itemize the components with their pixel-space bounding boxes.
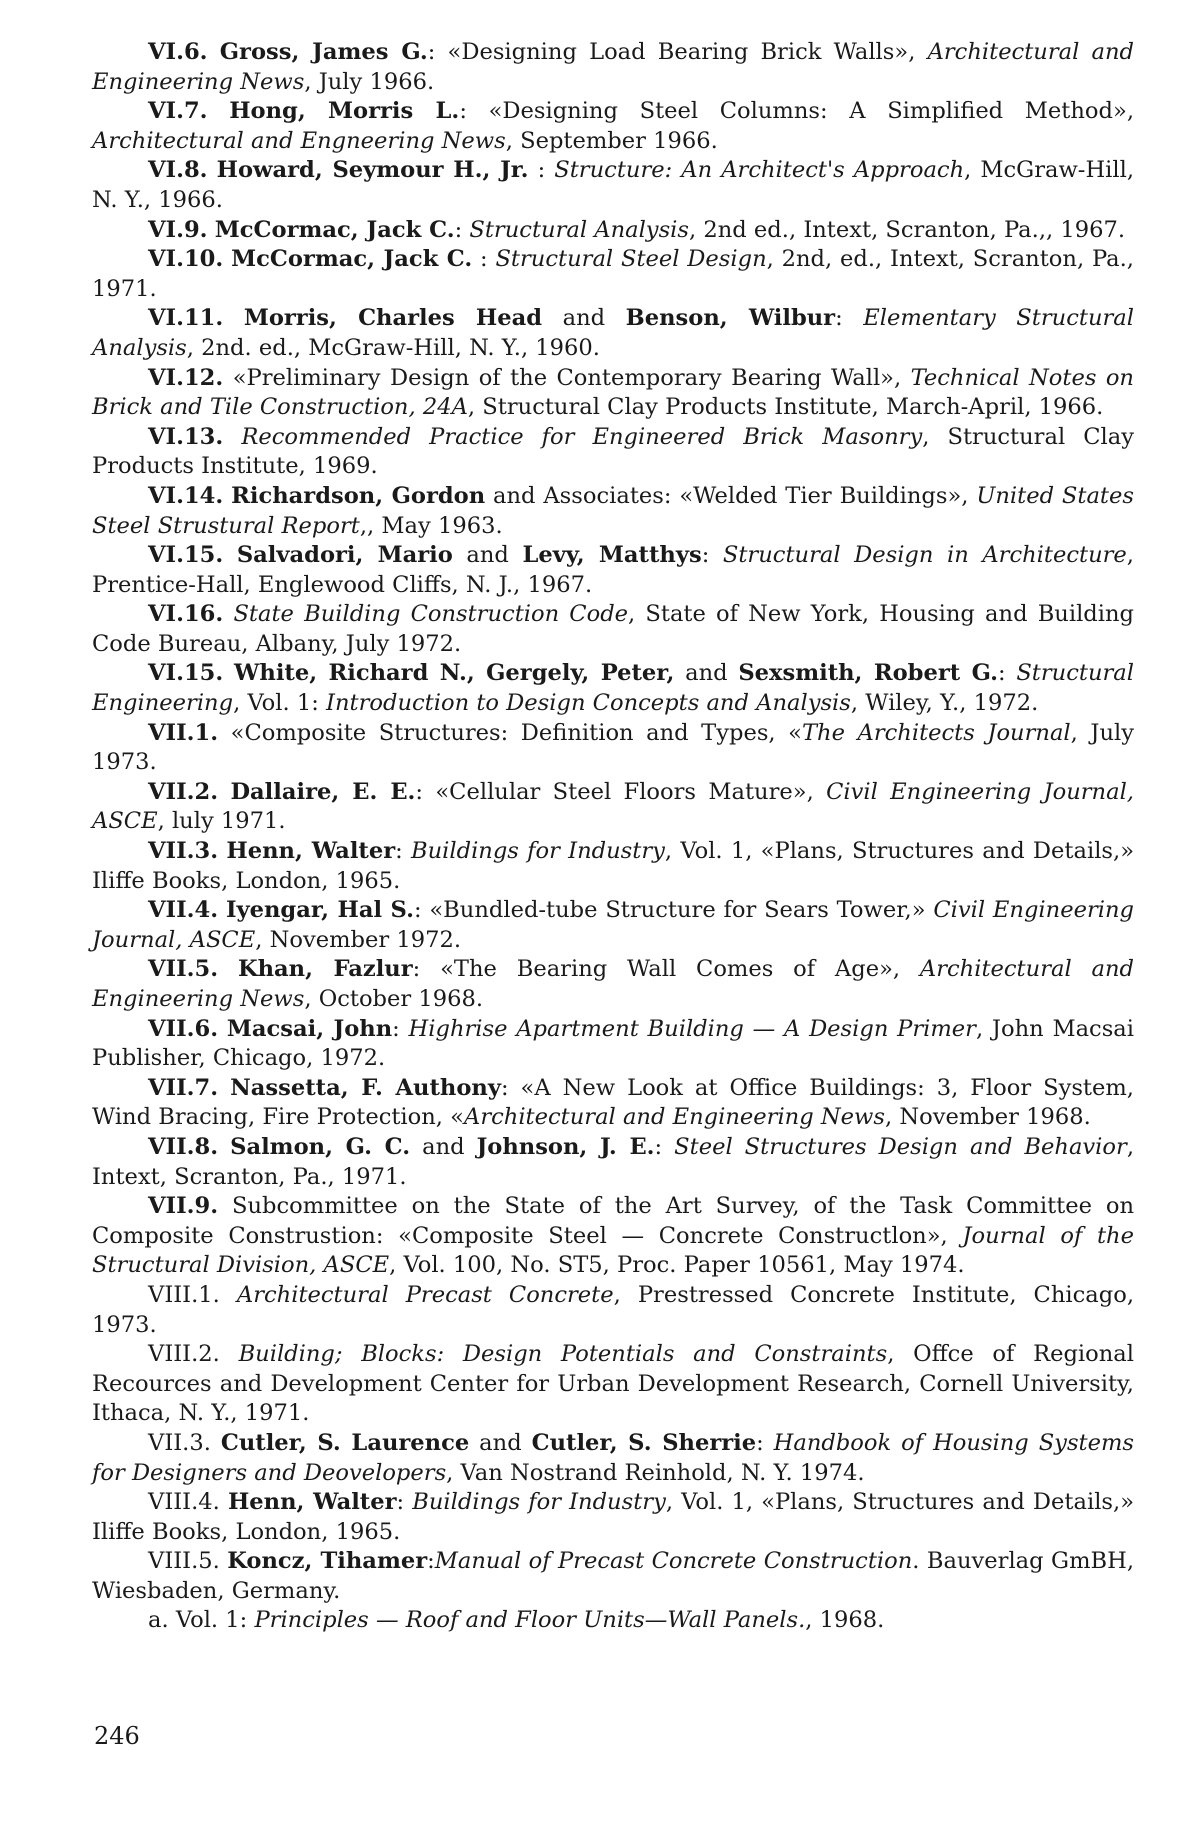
reference-text: , November 1968. xyxy=(884,1104,1091,1131)
reference-text: , Vol. 1, «Plans, Structures and Details,» Iliffe Books, London, 1965. xyxy=(92,838,1135,894)
reference-text: , State of New York, Housing and Building Code Bureau, Albany, July 1972. xyxy=(92,601,1135,657)
reference-entry xyxy=(92,1488,1134,1547)
reference-entry xyxy=(92,1015,1134,1074)
reference-number: VI.10. xyxy=(148,246,224,273)
reference-text: and xyxy=(452,542,523,569)
reference-entry xyxy=(92,97,1134,156)
reference-number: VII.8. xyxy=(148,1133,219,1160)
reference-entry xyxy=(92,216,1134,246)
reference-text: , July 1966. xyxy=(304,68,435,95)
publication-title: Manual of Precast Concrete Construction xyxy=(434,1548,913,1575)
reference-entry xyxy=(92,245,1134,304)
reference-entry xyxy=(92,541,1134,600)
reference-text: : xyxy=(392,1015,409,1042)
reference-text: , Wiley, Y., 1972. xyxy=(850,690,1039,717)
publication-title: United States Steel Strustural Report xyxy=(92,482,1134,539)
publication-title: Architectural and Engneering News xyxy=(92,127,506,154)
reference-text: , Vol. 100, No. ST5, Proc. Paper 10561, May 1974. xyxy=(389,1252,965,1279)
reference-number: VI.9. xyxy=(148,216,208,243)
page-number: 246 xyxy=(94,1722,140,1750)
reference-text: , Van Nostrand Reinhold, N. Y. 1974. xyxy=(446,1459,865,1486)
reference-entry xyxy=(92,719,1134,778)
publication-title: State Building Construction Code xyxy=(233,601,629,628)
reference-text: «Preliminary Design of the Contemporary Bearing Wall», xyxy=(232,364,911,391)
author-name: Salmon, G. C. xyxy=(230,1133,411,1160)
author-name: Nassetta, F. Authony xyxy=(230,1074,501,1101)
reference-entry xyxy=(92,1606,1134,1636)
author-name: Khan, Fazlur xyxy=(237,956,413,983)
author-name: Johnson, J. E. xyxy=(476,1133,655,1160)
reference-text: : xyxy=(395,838,411,865)
reference-number: VII.9. xyxy=(148,1193,219,1220)
reference-text: : xyxy=(396,1489,413,1516)
author-name: Morris, Charles Head xyxy=(243,305,543,332)
reference-text: . Bauverlag GmBH, Wiesbaden, Germany. xyxy=(92,1548,1135,1604)
reference-text: , September 1966. xyxy=(505,127,718,154)
reference-entry xyxy=(92,778,1134,837)
reference-number: VI.7. xyxy=(148,98,208,125)
reference-entry xyxy=(92,896,1134,955)
reference-entry xyxy=(92,38,1134,97)
publication-title: Structural Design in Architecture xyxy=(722,542,1127,569)
reference-text: , November 1972. xyxy=(255,926,461,953)
reference-entry xyxy=(92,1074,1134,1133)
author-name: Henn, Walter xyxy=(226,838,396,865)
reference-text: and xyxy=(674,660,739,687)
reference-number: VIII.1. xyxy=(148,1281,220,1308)
reference-number: VI.15. xyxy=(148,542,224,569)
reference-text: , 1968. xyxy=(805,1607,885,1634)
reference-text: , Structural Clay Products Institute, March-April, 1966. xyxy=(467,394,1104,421)
publication-title: Structural Analysis xyxy=(469,216,689,243)
reference-text: : «The Bearing Wall Comes of Age», xyxy=(412,956,920,983)
reference-entry xyxy=(92,1547,1134,1606)
reference-text: , October 1968. xyxy=(304,986,484,1012)
reference-entry xyxy=(92,837,1134,896)
reference-entry xyxy=(92,1429,1134,1488)
author-name: Howard, Seymour H., Jr. xyxy=(216,157,529,184)
author-name: Dallaire, E. E. xyxy=(230,778,416,805)
reference-entry xyxy=(92,423,1134,482)
publication-title: Handbook of Housing Systems for Designers and Deovelopers xyxy=(92,1429,1135,1486)
reference-number: VII.5. xyxy=(148,956,219,983)
reference-text: , luly 1971. xyxy=(157,808,286,835)
author-name: Gross, James G. xyxy=(219,39,428,65)
publication-title: Elementary Structural Analysis xyxy=(92,305,1134,361)
publication-title: Journal of the Structural Division, ASCE xyxy=(92,1222,1134,1279)
author-name: Cutler, S. Laurence xyxy=(220,1429,470,1456)
reference-number: VI.15. xyxy=(148,660,224,687)
reference-text: , McGraw-Hill, N. Y., 1966. xyxy=(92,157,1135,213)
reference-text: , Offce of Regional Recources and Development Center for Urban Development Research, Cornell University, Ithaca, N. Y., 1971. xyxy=(92,1341,1135,1427)
reference-number: VIII.2. xyxy=(148,1341,220,1368)
reference-number: VI.6. xyxy=(148,39,208,65)
reference-number: a. xyxy=(148,1607,169,1634)
reference-entry xyxy=(92,600,1134,659)
author-name: Richardson, Gordon xyxy=(231,482,486,509)
reference-text: , Prentice-Hall, Englewood Cliffs, N. J., 1967. xyxy=(92,542,1134,598)
reference-number: VI.11. xyxy=(148,305,224,332)
reference-text: , 2nd ed., Intext, Scranton, Pa.,, 1967. xyxy=(689,216,1126,243)
publication-title: Highrise Apartment Building — A Design Primer xyxy=(408,1015,976,1042)
reference-text: : xyxy=(528,157,555,184)
publication-title: Steel Structures Design and Behavior xyxy=(674,1133,1127,1160)
reference-text: : xyxy=(427,1548,435,1575)
publication-title: Recommended Practice for Engineered Brick Masonry xyxy=(241,423,923,450)
author-name: Benson, Wilbur xyxy=(625,305,836,332)
reference-text: : «Cellular Steel Floors Mature», xyxy=(415,778,827,805)
publication-title: Introduction to Design Concepts and Analysis xyxy=(326,690,851,717)
reference-number: VII.6. xyxy=(148,1015,219,1042)
publication-title: Building; Blocks: Design Potentials and Constraints xyxy=(238,1341,888,1368)
author-name: McCormac, Jack C. xyxy=(231,246,473,273)
author-name: Hong, Morris L. xyxy=(229,98,460,125)
reference-entry xyxy=(92,1281,1134,1340)
reference-text: and xyxy=(542,305,626,332)
reference-text: : xyxy=(756,1429,774,1456)
reference-text: Vol. 1: xyxy=(175,1607,255,1634)
publication-title: Buildings for Industry xyxy=(411,838,665,865)
author-name: Iyengar, Hal S. xyxy=(225,897,414,924)
reference-entry xyxy=(92,1192,1134,1281)
reference-number: VII.2. xyxy=(148,778,219,805)
publication-title: Buildings for Industry xyxy=(412,1489,666,1516)
reference-text: : «Designing Load Bearing Brick Walls», xyxy=(427,39,928,65)
reference-entry xyxy=(92,1340,1134,1429)
reference-text: : «A New Look at Office Buildings: 3, Floor System, Wind Bracing, Fire Protection, « xyxy=(92,1074,1134,1131)
reference-entry xyxy=(92,1133,1134,1192)
reference-text: , Structural Clay Products Institute, 1969. xyxy=(92,423,1134,480)
reference-number: VII.7. xyxy=(148,1074,219,1101)
publication-title: Technical Notes on Brick and Tile Construction, 24A xyxy=(92,364,1134,421)
author-name: Henn, Walter xyxy=(227,1489,397,1516)
reference-entry xyxy=(92,156,1134,215)
reference-entry xyxy=(92,364,1134,423)
reference-entry xyxy=(92,955,1134,1014)
author-name: Salvadori, Mario xyxy=(236,542,453,569)
reference-number: VI.16. xyxy=(148,601,224,628)
reference-entry xyxy=(92,304,1134,363)
publication-title: Structural Engineering xyxy=(92,660,1135,717)
reference-text: : xyxy=(701,542,723,569)
reference-text: ,, May 1963. xyxy=(359,512,503,539)
reference-number: VII.1. xyxy=(148,719,219,746)
author-name: Sexsmith, Robert G. xyxy=(738,660,998,687)
reference-text: , John Macsai Publisher, Chicago, 1972. xyxy=(92,1015,1135,1072)
reference-number: VII.3. xyxy=(148,838,219,865)
author-name: Macsai, John xyxy=(226,1015,393,1042)
reference-text: and Associates: «Welded Tier Buildings», xyxy=(485,482,977,509)
publication-title: Civil Engineering Journal, ASCE xyxy=(92,778,1134,835)
reference-text: «Composite Structures: Definition and Types, « xyxy=(230,719,802,746)
reference-text: and xyxy=(469,1429,532,1456)
publication-title: Architectural Precast Concrete xyxy=(236,1281,614,1308)
publication-title: Architectural and Engineering News xyxy=(92,956,1134,1012)
reference-number: VII.3. xyxy=(148,1429,211,1456)
author-name: Levy, Matthys xyxy=(522,542,702,569)
publication-title: Principles — Roof and Floor Units—Wall Panels. xyxy=(254,1607,806,1634)
reference-text: and xyxy=(410,1133,477,1160)
reference-text: : xyxy=(454,216,470,243)
reference-text: , Vol. 1: xyxy=(233,690,327,717)
publication-title: Architectural and Engineering News xyxy=(464,1104,885,1131)
reference-text: : xyxy=(654,1133,675,1160)
publication-title: Structural Steel Design xyxy=(495,246,767,273)
reference-text: : xyxy=(997,660,1017,687)
reference-entry xyxy=(92,659,1134,718)
reference-number: VI.12. xyxy=(148,364,224,391)
reference-number: VIII.4. xyxy=(148,1489,220,1516)
publication-title: Architectural and Engineering News xyxy=(92,39,1135,95)
reference-text: , 2nd, ed., Intext, Scranton, Pa., 1971. xyxy=(92,246,1134,302)
reference-text: , Vol. 1, «Plans, Structures and Details,» Iliffe Books, London, 1965. xyxy=(92,1489,1135,1545)
reference-number: VI.8. xyxy=(148,157,208,184)
author-name: Cutler, S. Sherrie xyxy=(531,1429,757,1456)
reference-text: , 2nd. ed., McGraw-Hill, N. Y., 1960. xyxy=(186,334,600,361)
reference-entry xyxy=(92,482,1134,541)
reference-number: VIII.5. xyxy=(148,1548,220,1575)
reference-text: : xyxy=(835,305,864,332)
author-name: Koncz, Tihamer xyxy=(227,1548,428,1575)
reference-text: , Intext, Scranton, Pa., 1971. xyxy=(92,1133,1134,1190)
reference-number: VI.14. xyxy=(148,482,224,509)
publication-title: Structure: An Architect's Approach xyxy=(554,157,965,184)
reference-text: : «Bundled-tube Structure for Sears Tower,» xyxy=(413,897,934,924)
author-name: McCormac, Jack C. xyxy=(214,216,455,243)
author-name: White, Richard N., Gergely, Peter, xyxy=(234,660,675,687)
reference-text: : xyxy=(472,246,496,273)
reference-number: VII.4. xyxy=(148,897,219,924)
publication-title: Civil Engineering Journal, ASCE xyxy=(92,897,1134,953)
reference-text: , Prestressed Concrete Institute, Chicago, 1973. xyxy=(92,1281,1134,1338)
reference-text: Subcommittee on the State of the Art Survey, of the Task Committee on Composite Construstion: «Composite Steel — Concrete Constructlon», xyxy=(92,1193,1135,1249)
reference-number: VI.13. xyxy=(148,423,224,450)
reference-list xyxy=(92,38,1134,1636)
reference-text: , July 1973. xyxy=(92,719,1134,776)
publication-title: The Architects Journal xyxy=(801,719,1071,746)
reference-text: : «Designing Steel Columns: A Simplified Method», xyxy=(459,98,1134,125)
